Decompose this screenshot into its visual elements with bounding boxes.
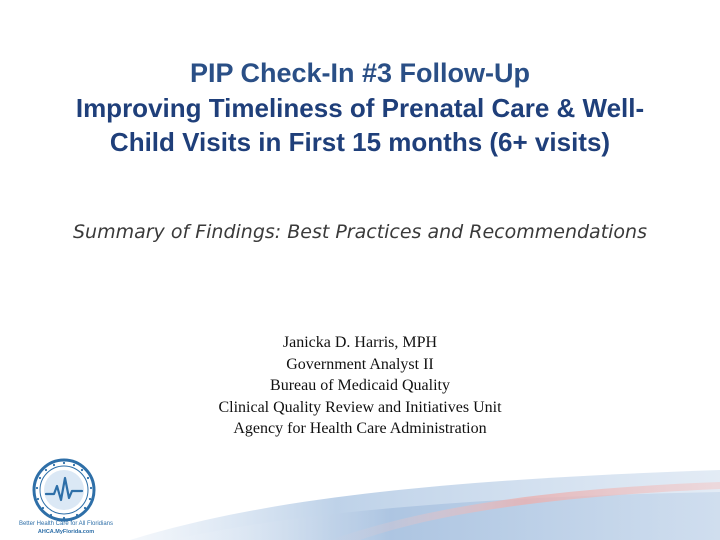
swoosh-band-red xyxy=(330,482,720,540)
title-line-2: Improving Timeliness of Prenatal Care & Well- xyxy=(75,93,645,123)
presenter-bureau: Bureau of Medicaid Quality xyxy=(270,377,450,394)
presenter-role: Government Analyst II xyxy=(286,355,434,373)
presenter-unit: Clinical Quality Review and Initiatives Unit xyxy=(218,398,502,416)
swoosh-band-light xyxy=(130,470,720,540)
presenter-name: Janicka D. Harris, MPH xyxy=(282,334,438,351)
logo-tagline: Better Health Care for All Floridians xyxy=(18,521,114,527)
swoosh-band-dark xyxy=(170,492,720,540)
presenter-agency: Agency for Health Care Administration xyxy=(233,420,487,437)
title-line-3: Child Visits in First 15 months (6+ visits) xyxy=(109,127,611,157)
logo-agency: AHCA.MyFlorida.com xyxy=(37,529,95,535)
presenter-block xyxy=(0,332,720,440)
subtitle: Summary of Findings: Best Practices and Recommendations xyxy=(72,221,647,243)
title-line-1: PIP Check-In #3 Follow-Up xyxy=(189,58,531,88)
